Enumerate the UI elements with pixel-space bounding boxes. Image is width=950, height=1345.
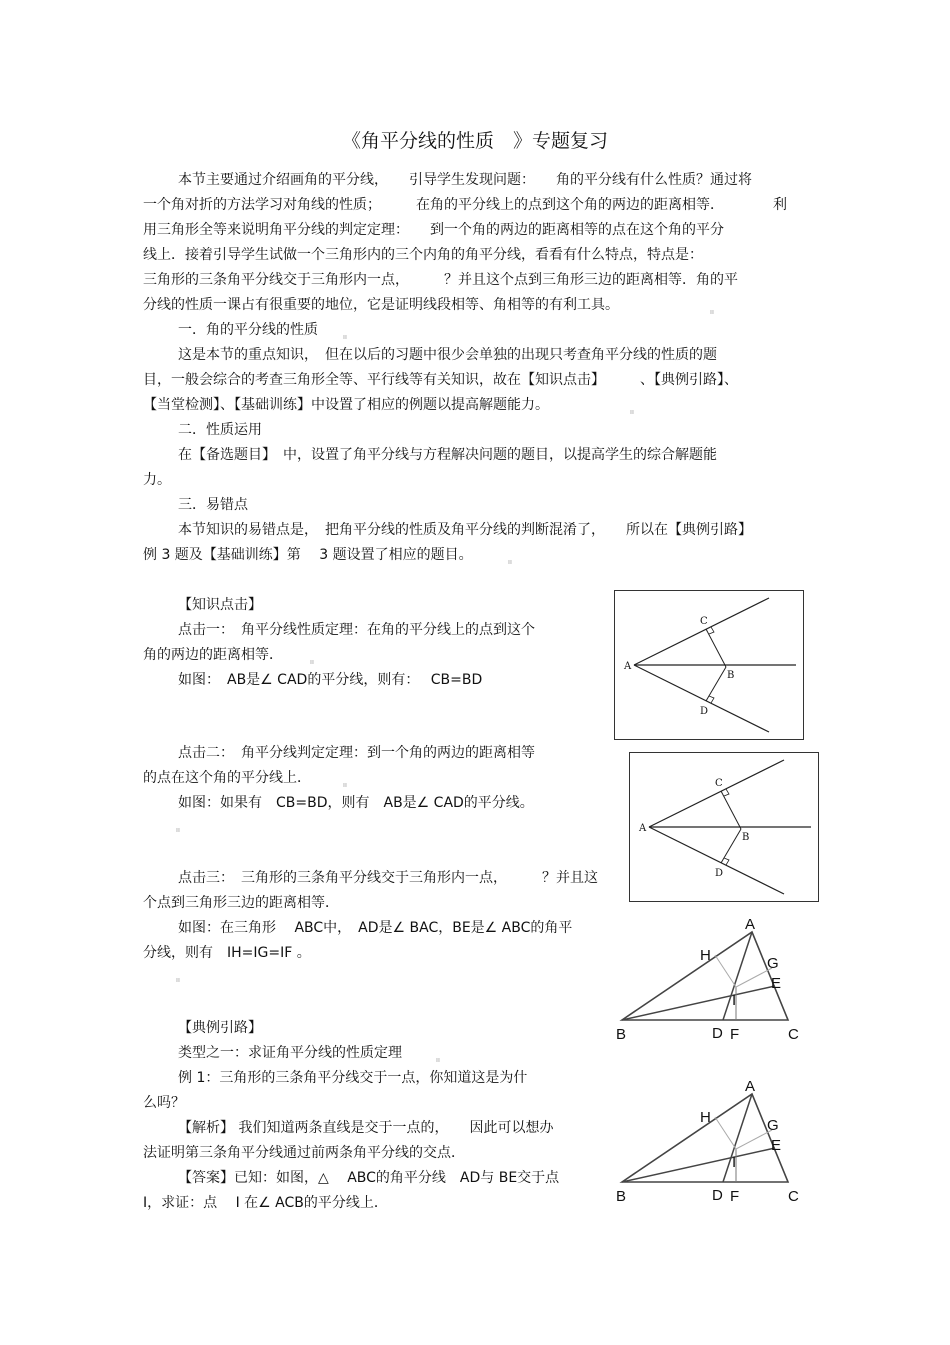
point-a-label: A bbox=[624, 661, 632, 672]
intro-line-4: 线上．接着引导学生试做一个三角形内的三个内角的角平分线，看看有什么特点，特点是： bbox=[143, 247, 703, 263]
point-i-label: I bbox=[732, 992, 737, 1009]
point2-line-2: 的点在这个角的平分线上． bbox=[143, 770, 311, 786]
point-f-label: F bbox=[730, 1026, 740, 1043]
point-c-label: C bbox=[788, 1188, 799, 1205]
point3-line-4: 分线，则有 IH=IG=IF 。 bbox=[143, 945, 311, 961]
point-d-label: D bbox=[712, 1025, 723, 1042]
section1-line-1: 这是本节的重点知识， 但在以后的习题中很少会单独的出现只考查角平分线的性质的题 bbox=[178, 347, 717, 363]
example1-line-1: 例 1：三角形的三条角平分线交于一点，你知道这是为什 bbox=[178, 1070, 528, 1086]
point-d-label: D bbox=[712, 1187, 723, 1204]
answer-line-2: I，求证：点 I 在∠ ACB的平分线上． bbox=[143, 1195, 388, 1211]
point-b-label: B bbox=[742, 832, 750, 843]
point-a-label: A bbox=[639, 823, 647, 834]
section2-heading: 二．性质运用 bbox=[178, 422, 262, 438]
intro-line-5: 三角形的三条角平分线交于三角形内一点， ？并且这个点到三角形三边的距离相等．角的平 bbox=[143, 272, 738, 288]
point-d-label: D bbox=[700, 706, 709, 717]
point-b-label: B bbox=[616, 1188, 627, 1205]
point1-line-3: 如图： AB是∠ CAD的平分线，则有： CB=BD bbox=[178, 672, 483, 688]
scan-mark: ıı bbox=[343, 781, 347, 789]
scan-mark: ıı bbox=[176, 976, 180, 984]
point-c-label: C bbox=[700, 616, 708, 627]
example1-line-2: 么吗？ bbox=[143, 1095, 185, 1111]
section1-line-3: 【当堂检测】、【基础训练】中设置了相应的例题以提高解题能力。 bbox=[143, 397, 549, 413]
point-g-label: G bbox=[767, 955, 779, 972]
point3-line-3: 如图：在三角形 ABC中， AD是∠ BAC，BE是∠ ABC的角平 bbox=[178, 920, 573, 936]
section2-line-1: 在【备选题目】 中，设置了角平分线与方程解决问题的题目，以提高学生的综合解题能 bbox=[178, 447, 717, 463]
point2-line-3: 如图：如果有 CB=BD，则有 AB是∠ CAD的平分线。 bbox=[178, 795, 534, 811]
section1-heading: 一．角的平分线的性质 bbox=[178, 322, 318, 338]
point1-line-1: 点击一： 角平分线性质定理：在角的平分线上的点到这个 bbox=[178, 622, 535, 638]
point1-line-2: 角的两边的距离相等． bbox=[143, 647, 283, 663]
scan-mark: ıı bbox=[310, 658, 314, 666]
triangle-incenter-figure-1 bbox=[612, 912, 812, 1047]
scan-mark: ıı bbox=[630, 408, 634, 416]
intro-line-1: 本节主要通过介绍画角的平分线， 引导学生发现问题： 角的平分线有什么性质？通过将 bbox=[178, 172, 752, 188]
point-h-label: H bbox=[700, 1109, 711, 1126]
angle-bisector-figure-1 bbox=[614, 590, 804, 740]
point3-line-1: 点击三： 三角形的三条角平分线交于三角形内一点， ？并且这 bbox=[178, 870, 598, 886]
scan-mark: ıı bbox=[176, 826, 180, 834]
point-f-label: F bbox=[730, 1188, 740, 1205]
point-h-label: H bbox=[700, 947, 711, 964]
triangle-incenter-figure-2 bbox=[612, 1074, 812, 1209]
section1-line-2: 目，一般会综合的考查三角形全等、平行线等有关知识，故在【知识点击】 、【典例引路】、 bbox=[143, 372, 738, 388]
intro-line-3: 用三角形全等来说明角平分线的判定定理： 到一个角的两边的距离相等的点在这个角的平分 bbox=[143, 222, 724, 238]
point-i-label: I bbox=[732, 1154, 737, 1171]
page-title: 《角平分线的性质 》专题复习 bbox=[341, 130, 608, 152]
point-a-label: A bbox=[745, 1078, 756, 1095]
point-c-label: C bbox=[788, 1026, 799, 1043]
intro-line-6: 分线的性质一课占有很重要的地位，它是证明线段相等、角相等的有利工具。 bbox=[143, 297, 619, 313]
scan-mark: ıı bbox=[436, 1056, 440, 1064]
knowledge-heading: 【知识点击】 bbox=[178, 597, 262, 613]
section2-line-2: 力。 bbox=[143, 472, 171, 488]
scan-mark: ıı bbox=[343, 333, 347, 341]
analysis-line-2: 法证明第三条角平分线通过前两条角平分线的交点． bbox=[143, 1145, 465, 1161]
section3-line-1: 本节知识的易错点是， 把角平分线的性质及角平分线的判断混淆了， 所以在【典例引路】 bbox=[178, 522, 752, 538]
answer-line-1: 【答案】已知：如图，△ ABC的角平分线 AD与 BE交于点 bbox=[178, 1170, 560, 1186]
point-b-label: B bbox=[727, 670, 735, 681]
examples-heading: 【典例引路】 bbox=[178, 1020, 262, 1036]
analysis-line-1: 【解析】 我们知道两条直线是交于一点的， 因此可以想办 bbox=[178, 1120, 554, 1136]
point-e-label: E bbox=[771, 1137, 782, 1154]
point-b-label: B bbox=[616, 1026, 627, 1043]
scan-mark: ıı bbox=[710, 308, 714, 316]
intro-line-2: 一个角对折的方法学习对角线的性质； 在角的平分线上的点到这个角的两边的距离相等． 利 bbox=[143, 197, 787, 213]
point3-line-2: 个点到三角形三边的距离相等． bbox=[143, 895, 339, 911]
section3-line-2: 例 3 题及【基础训练】第 3 题设置了相应的题目。 bbox=[143, 547, 473, 563]
point2-line-1: 点击二： 角平分线判定定理：到一个角的两边的距离相等 bbox=[178, 745, 535, 761]
point-e-label: E bbox=[771, 975, 782, 992]
type1-label: 类型之一：求证角平分线的性质定理 bbox=[178, 1045, 402, 1061]
scan-mark: ıı bbox=[508, 558, 512, 566]
section3-heading: 三．易错点 bbox=[178, 497, 248, 513]
point-g-label: G bbox=[767, 1117, 779, 1134]
point-c-label: C bbox=[715, 778, 723, 789]
angle-bisector-figure-2 bbox=[629, 752, 819, 902]
point-d-label: D bbox=[715, 868, 724, 879]
point-a-label: A bbox=[745, 916, 756, 933]
